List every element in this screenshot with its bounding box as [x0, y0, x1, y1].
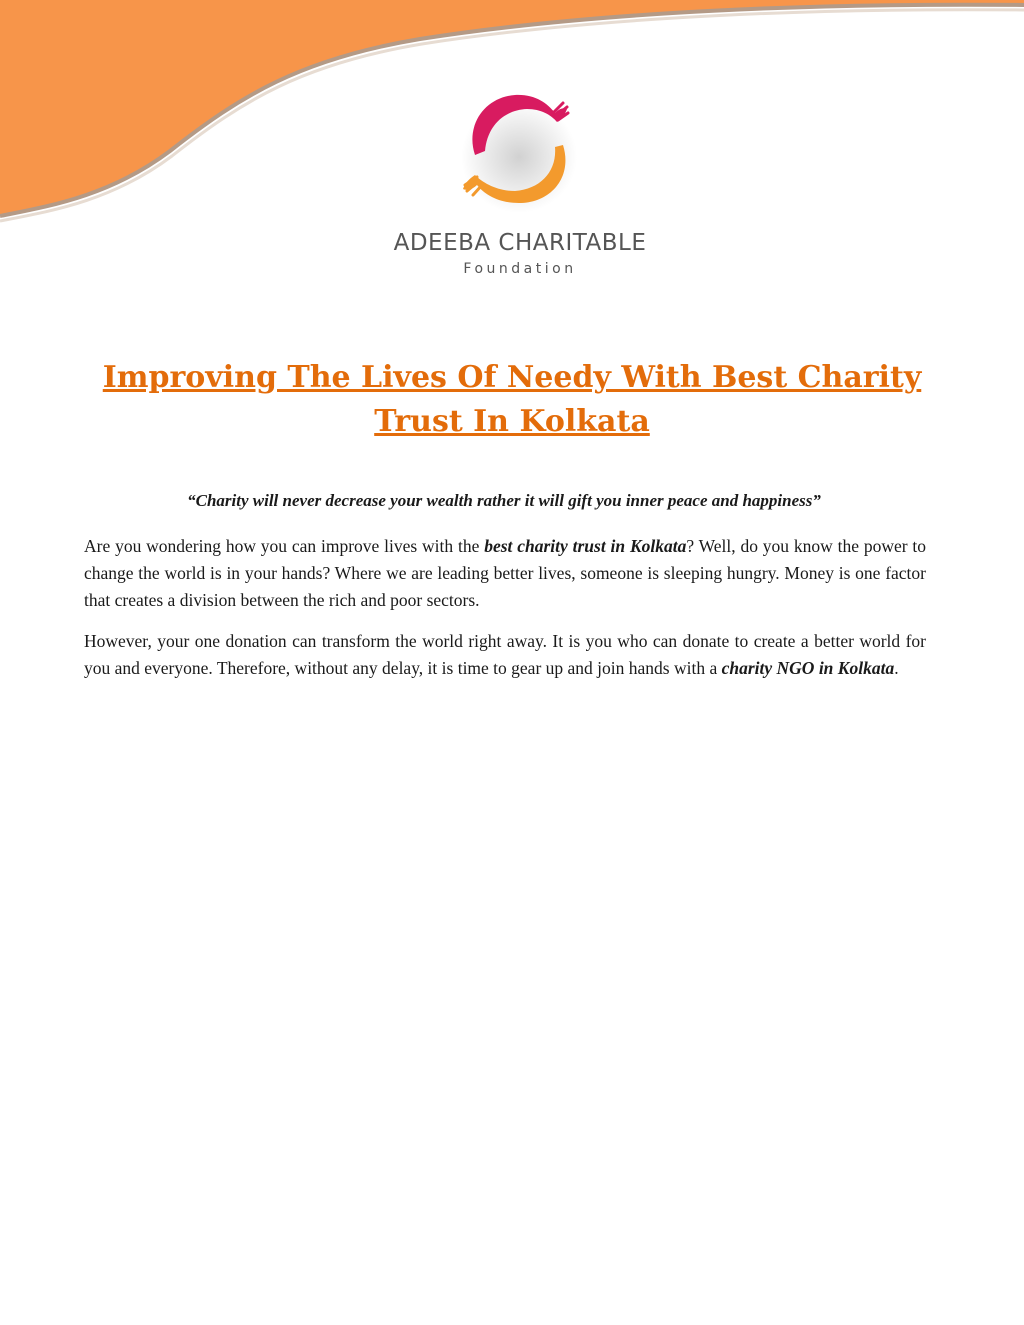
- title-line-1: Improving The Lives Of Needy With Best Charity: [102, 360, 922, 395]
- paragraph-1: [84, 533, 926, 614]
- paragraph-1-emphasis: best charity trust in Kolkata: [484, 536, 687, 556]
- paragraph-2-text-start: However, your one donation can transform the world right away. It is you who can donate to create a better world for you and everyone. Therefore, without any delay, it is time to gear up and join hands with a: [84, 631, 926, 678]
- quote: “Charity will never decrease your wealth rather it will gift you inner peace and happiness”: [187, 491, 821, 510]
- logo-name: ADEEBA CHARITABLE: [393, 230, 647, 256]
- paragraph-2: [84, 628, 926, 682]
- logo-subtitle: Foundation: [463, 261, 577, 277]
- title-line-2: Trust In Kolkata: [374, 404, 650, 439]
- paragraph-2-text-end: .: [894, 658, 899, 678]
- paragraph-1-text-end: ? Well, do you know the power to change the world is in your hands? Where we are leading better lives, someone is sleeping hungry. Money is one factor that creates a division between the rich and poor sectors.: [84, 536, 927, 610]
- page-title: [80, 356, 944, 444]
- foundation-logo: [360, 80, 680, 300]
- helping-hands-icon: [455, 85, 580, 215]
- paragraph-2-emphasis: charity NGO in Kolkata: [721, 658, 895, 678]
- paragraph-1-text-start: Are you wondering how you can improve lives with the: [84, 536, 485, 556]
